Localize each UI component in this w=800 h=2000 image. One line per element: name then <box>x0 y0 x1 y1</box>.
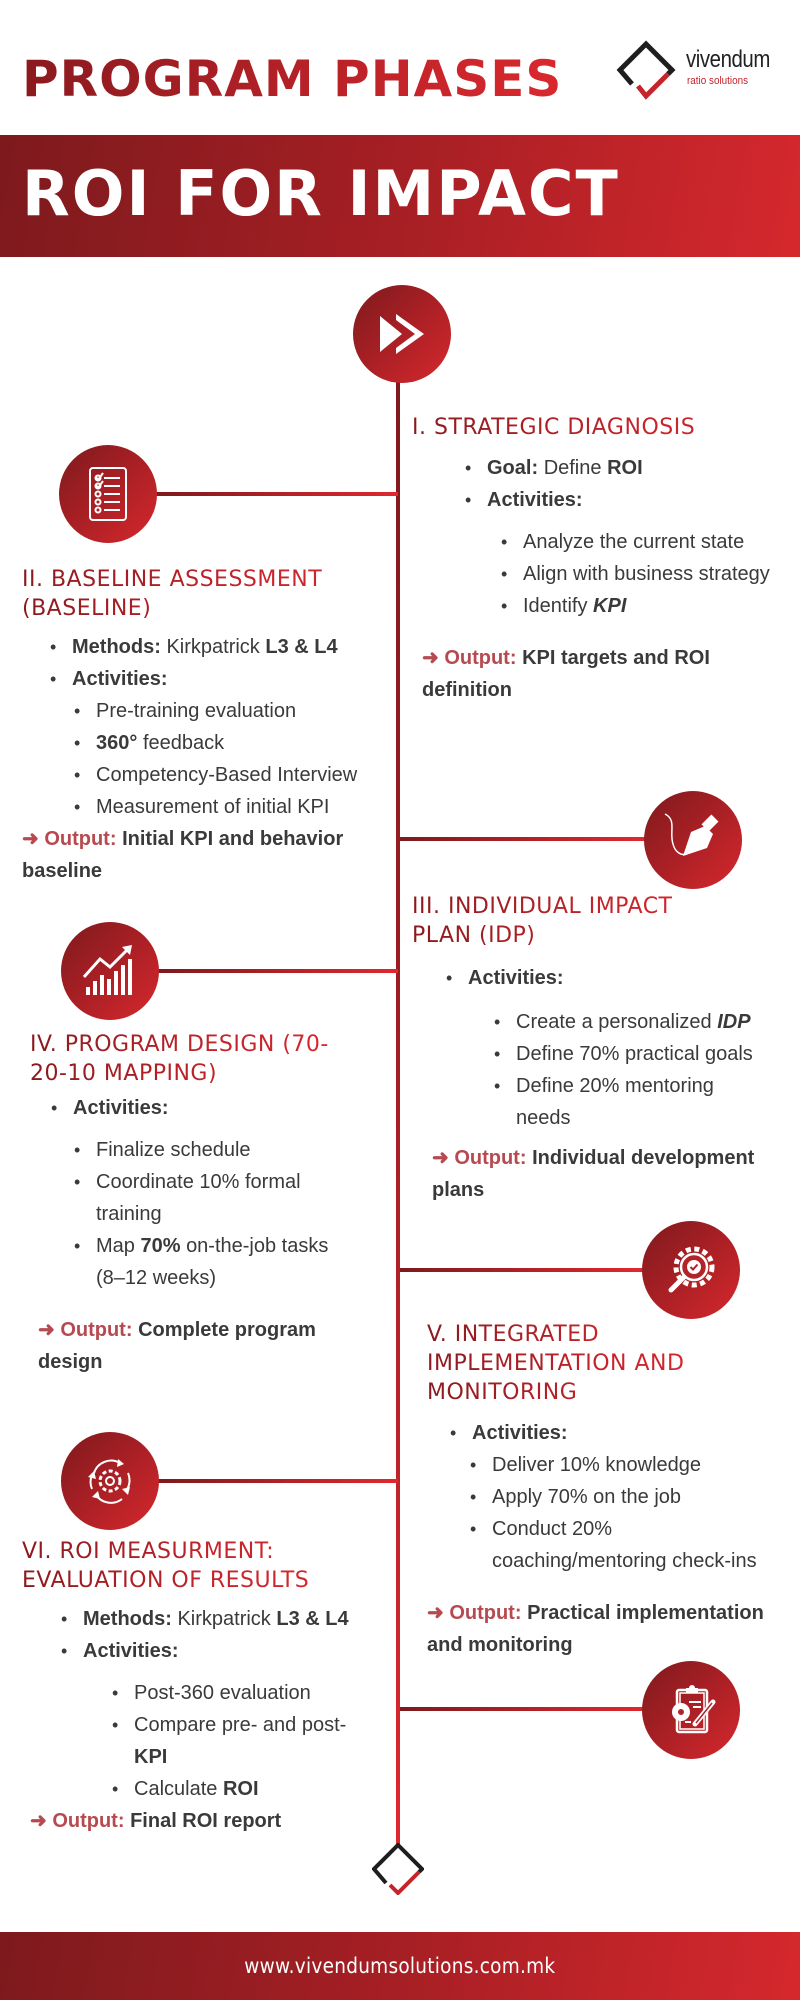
final-node <box>642 1661 740 1759</box>
activities-item: • Activities: <box>472 1417 797 1449</box>
phase-5-node <box>642 1221 740 1319</box>
activity-item: • Calculate ROI <box>134 1773 384 1805</box>
connector-line <box>400 837 645 841</box>
logo-wordmark: vivendum <box>686 46 770 73</box>
phase-title: V. INTEGRATED IMPLEMENTATION AND MONITORING <box>427 1320 717 1407</box>
phase-6-node <box>61 1432 159 1530</box>
activities-item: • Activities: <box>487 484 792 516</box>
phase-output: ➜ Output: Complete program design <box>38 1319 316 1373</box>
activity-item: • Competency-Based Interview <box>96 759 392 791</box>
timeline-start-node <box>353 285 451 383</box>
pen-nib-icon <box>663 810 723 870</box>
website-link[interactable]: www.vivendumsolutions.com.mk <box>244 1954 556 1978</box>
phase-title: III. INDIVIDUAL IMPACT PLAN (IDP) <box>412 892 732 950</box>
phase-output: ➜ Output: Individual development plans <box>432 1147 755 1201</box>
activity-item: • Identify KPI <box>523 590 773 622</box>
activity-item: • Coordinate 10% formal training <box>96 1166 326 1230</box>
phase-1 <box>412 413 792 706</box>
gear-magnifier-check-icon <box>661 1240 721 1300</box>
gear-cycle-icon <box>80 1451 140 1511</box>
phase-output: ➜ Output: KPI targets and ROI definition <box>422 647 710 701</box>
growth-chart-icon <box>80 941 140 1001</box>
activities-item: • Activities: <box>73 1092 390 1124</box>
phase-title: II. BASELINE ASSESSMENT (BASELINE) <box>22 565 392 623</box>
activity-item: • Compare pre- and post- KPI <box>134 1709 374 1773</box>
activity-item: • Define 20% mentoring needs <box>516 1070 716 1134</box>
activity-item: • Create a personalized IDP <box>516 1006 786 1038</box>
phase-title: I. STRATEGIC DIAGNOSIS <box>412 413 792 442</box>
activity-item: • Define 70% practical goals <box>516 1038 786 1070</box>
activity-item: • Finalize schedule <box>96 1134 386 1166</box>
activity-item: • Map 70% on-the-job tasks (8–12 weeks) <box>96 1230 356 1294</box>
logo-tagline: ratio solutions <box>687 75 749 87</box>
connector-line <box>158 969 398 973</box>
checklist-icon <box>78 464 138 524</box>
methods-item: • Methods: Kirkpatrick L3 & L4 <box>83 1603 392 1635</box>
activity-item: • Post-360 evaluation <box>134 1677 384 1709</box>
timeline-line <box>396 330 400 1845</box>
footer-bar <box>0 1932 800 2000</box>
goal-item: • Goal: Define ROI <box>487 452 792 484</box>
activities-item: • Activities: <box>83 1635 392 1667</box>
activity-item: • Align with business strategy <box>523 558 773 590</box>
fast-forward-icon <box>372 304 432 364</box>
connector-line <box>400 1707 645 1711</box>
phase-title: IV. PROGRAM DESIGN (70-20-10 MAPPING) <box>30 1030 350 1088</box>
phase-3 <box>412 892 792 1206</box>
activity-item: • 360° feedback <box>96 727 392 759</box>
phase-5 <box>427 1320 797 1661</box>
connector-line <box>155 492 398 496</box>
hero-banner <box>0 135 800 257</box>
activities-item: • Activities: <box>72 663 392 695</box>
phase-4-node <box>61 922 159 1020</box>
phase-6 <box>22 1537 392 1837</box>
phase-2 <box>22 565 392 887</box>
activity-item: • Apply 70% on the job <box>492 1481 792 1513</box>
activities-item: • Activities: <box>468 962 792 994</box>
phase-output: ➜ Output: Initial KPI and behavior baseline <box>22 828 344 882</box>
activity-item: • Deliver 10% knowledge <box>492 1449 792 1481</box>
methods-item: • Methods: Kirkpatrick L3 & L4 <box>72 631 392 663</box>
brand-logo[interactable] <box>614 40 794 100</box>
connector-line <box>400 1268 643 1272</box>
phase-3-node <box>644 791 742 889</box>
clipboard-gear-pencil-icon <box>661 1680 721 1740</box>
phase-output: ➜ Output: Practical implementation and monitoring <box>427 1602 764 1656</box>
activity-item: • Measurement of initial KPI <box>96 791 392 823</box>
activity-item: • Conduct 20% coaching/mentoring check-ins <box>492 1513 782 1577</box>
diamond-check-icon <box>372 1843 424 1895</box>
connector-line <box>158 1479 398 1483</box>
banner-title: ROI FOR IMPACT <box>22 157 620 230</box>
page-title: PROGRAM PHASES <box>22 50 563 108</box>
phase-title: VI. ROI MEASURMENT: EVALUATION OF RESULTS <box>22 1537 342 1595</box>
phase-2-node <box>59 445 157 543</box>
phase-output: ➜ Output: Final ROI report <box>30 1810 282 1832</box>
phase-4 <box>30 1030 390 1378</box>
activity-item: • Analyze the current state <box>523 526 773 558</box>
activity-item: • Pre-training evaluation <box>96 695 392 727</box>
diamond-check-icon <box>616 40 676 100</box>
